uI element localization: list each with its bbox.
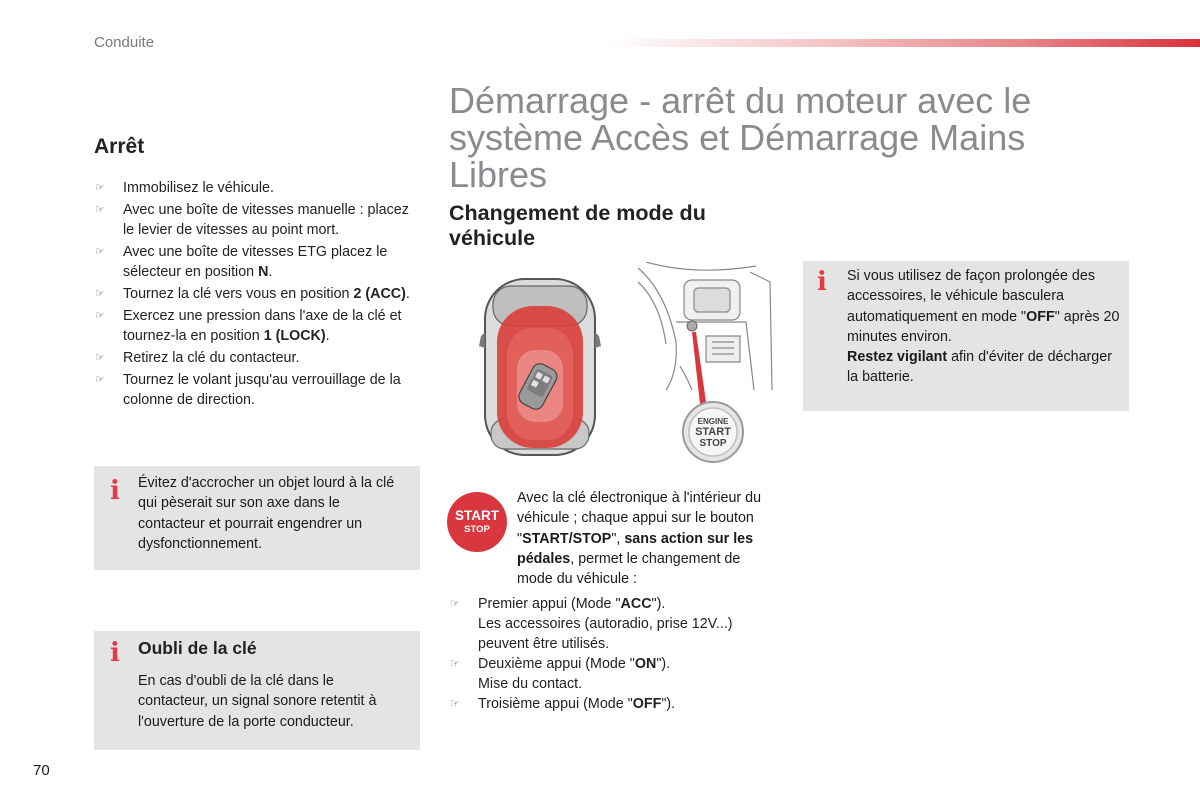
info-icon: i <box>110 476 120 506</box>
list-item: ☞ Premier appui (Mode "ACC"). Les accessoires (autoradio, prise 12V...) peuvent être utilisés. <box>450 596 733 652</box>
stop-steps-list <box>95 178 413 412</box>
engine-button-line3: STOP <box>699 438 727 449</box>
list-item: ☞ Avec une boîte de vitesses ETG placez le sélecteur en position N. <box>95 244 388 280</box>
pointing-hand-icon: ☞ <box>95 246 105 258</box>
pointing-hand-icon: ☞ <box>95 204 105 216</box>
list-item: ☞ Tournez le volant jusqu'au verrouillage de la colonne de direction. <box>95 372 401 408</box>
prolonged-use-text: Si vous utilisez de façon prolongée des accessoires, le véhicule basculera automatiquement en mode "OFF" après 20 minutes environ. Restez vigilant afin d'éviter de décharger la batterie. <box>847 268 1120 386</box>
prolonged-use-box <box>803 261 1129 411</box>
list-item: ☞ Immobilisez le véhicule. <box>95 180 274 196</box>
engine-button-line2: START <box>695 426 731 438</box>
pointing-hand-icon: ☞ <box>95 352 105 364</box>
list-item: ☞ Troisième appui (Mode "OFF"). <box>450 696 676 712</box>
pointing-hand-icon: ☞ <box>450 658 460 670</box>
pointing-hand-icon: ☞ <box>450 598 460 610</box>
pointing-hand-icon: ☞ <box>450 698 460 710</box>
start-stop-intro: Avec la clé électronique à l'intérieur du véhicule ; chaque appui sur le bouton "START/STOP", sans action sur les pédales, permet le changement de mode du véhicule : <box>517 490 762 588</box>
list-item: ☞ Avec une boîte de vitesses manuelle : placez le levier de vitesses au point mort. <box>95 202 409 238</box>
info-icon: i <box>817 267 827 297</box>
list-item: ☞ Retirez la clé du contacteur. <box>95 350 300 366</box>
page-title: Démarrage - arrêt du moteur avec le système Accès et Démarrage Mains Libres <box>449 80 1032 195</box>
start-stop-icon: START STOP <box>447 492 507 552</box>
forgot-key-title: Oubli de la clé <box>138 638 257 658</box>
engine-button-line1: ENGINE <box>697 417 729 426</box>
stop-heading: Arrêt <box>94 135 145 158</box>
forgot-key-box <box>94 631 420 750</box>
forgot-key-text: En cas d'oubli de la clé dans le contacteur, un signal sonore retentit à l'ouverture de la porte conducteur. <box>138 673 377 730</box>
header-gradient-bar <box>605 39 1200 47</box>
mode-change-heading: Changement de mode du véhicule <box>449 201 706 250</box>
modes-list <box>450 594 780 714</box>
info-icon: i <box>110 638 120 668</box>
car-top-view-illustration <box>475 276 605 458</box>
pointing-hand-icon: ☞ <box>95 374 105 386</box>
pointing-hand-icon: ☞ <box>95 182 105 194</box>
list-item: ☞ Deuxième appui (Mode "ON"). Mise du contact. <box>450 656 671 692</box>
warning-note-text: Évitez d'accrocher un objet lourd à la clé qui pèserait sur son axe dans le contacteur et pourrait engendrer un dysfonctionnement. <box>138 475 395 552</box>
warning-note-box <box>94 466 420 570</box>
list-item: ☞ Exercez une pression dans l'axe de la clé et tournez-la en position 1 (LOCK). <box>95 308 402 344</box>
pointing-hand-icon: ☞ <box>95 310 105 322</box>
pointing-hand-icon: ☞ <box>95 288 105 300</box>
dashboard-illustration <box>636 262 776 472</box>
page-number: 70 <box>33 762 50 779</box>
section-label: Conduite <box>94 34 155 51</box>
list-item: ☞ Tournez la clé vers vous en position 2 (ACC). <box>95 286 410 302</box>
